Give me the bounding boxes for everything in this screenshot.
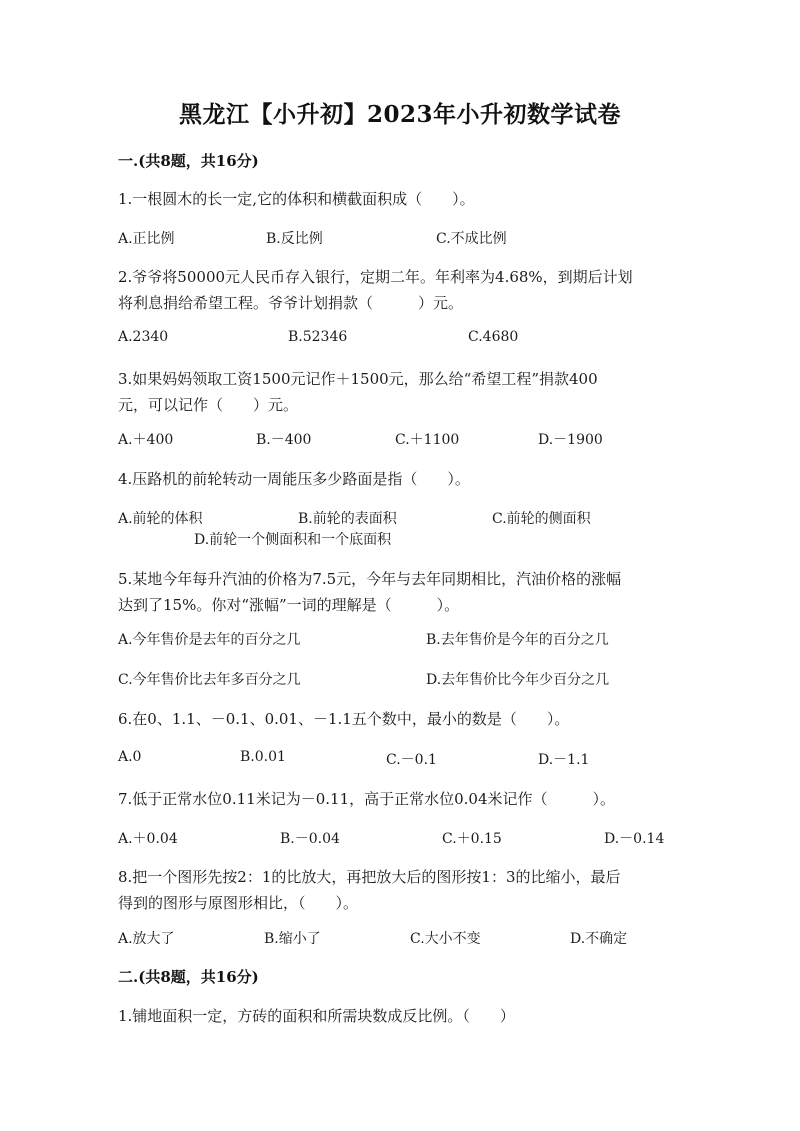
question-2-1 (118, 1003, 678, 1029)
section-heading: 二.(共8题，共16分) (118, 968, 259, 986)
section-heading: 一.(共8题，共16分) (118, 152, 259, 170)
option-b: B.52346 (288, 329, 348, 345)
option-b: B.反比例 (266, 231, 323, 247)
page-title: 黑龙江【小升初】2023年小升初数学试卷 (178, 101, 621, 128)
question-text: 得到的图形与原图形相比，（ ）。 (118, 894, 359, 912)
options-row (118, 329, 688, 351)
question-text: 元，可以记作（ ）元。 (118, 396, 299, 414)
question-1 (118, 186, 678, 212)
option-d: D.前轮一个侧面积和一个底面积 (194, 532, 392, 548)
option-d: D.－1900 (538, 432, 603, 448)
options-row (118, 749, 688, 771)
question-text: 7.低于正常水位0.11米记为－0.11，高于正常水位0.04米记作（ ）。 (118, 790, 616, 808)
options-row (118, 508, 688, 530)
options-row (118, 228, 688, 250)
question-text: 2.爷爷将50000元人民币存入银行，定期二年。年利率为4.68%，到期后计划 (118, 268, 633, 286)
question-8 (118, 864, 678, 916)
option-b: B.－0.04 (280, 831, 340, 847)
option-a: A.放大了 (118, 931, 175, 947)
option-a: A.今年售价是去年的百分之几 (118, 632, 301, 648)
question-7 (118, 786, 678, 812)
options-row (118, 828, 688, 850)
question-text: 达到了15%。你对“涨幅”一词的理解是（ ）。 (118, 596, 460, 614)
option-c: C.4680 (468, 329, 519, 345)
options-row (118, 669, 688, 691)
option-a: A.＋0.04 (118, 831, 178, 847)
option-b: B.0.01 (240, 749, 286, 765)
option-d: D.去年售价比今年少百分之几 (426, 672, 610, 688)
option-a: A.0 (118, 749, 142, 765)
option-a: A.2340 (118, 329, 169, 345)
option-b: B.去年售价是今年的百分之几 (426, 632, 609, 648)
question-text: 1.铺地面积一定，方砖的面积和所需块数成反比例。（ ） (118, 1007, 515, 1025)
option-d: D.－1.1 (538, 752, 590, 768)
options-row (118, 529, 688, 551)
option-c: C.不成比例 (436, 231, 507, 247)
option-c: C.－0.1 (386, 752, 437, 768)
option-c: C.＋1100 (395, 432, 460, 448)
option-a: A.正比例 (118, 231, 175, 247)
question-6 (118, 706, 678, 732)
option-c: C.今年售价比去年多百分之几 (118, 672, 301, 688)
question-3 (118, 366, 678, 418)
option-a: A.＋400 (118, 432, 174, 448)
option-c: C.大小不变 (410, 931, 481, 947)
option-c: C.＋0.15 (442, 831, 502, 847)
options-row (118, 629, 688, 651)
question-2 (118, 264, 678, 316)
options-row (118, 429, 688, 451)
question-text: 6.在0、1.1、－0.1、0.01、－1.1五个数中，最小的数是（ ）。 (118, 710, 570, 728)
option-c: C.前轮的侧面积 (492, 511, 591, 527)
question-text: 5.某地今年每升汽油的价格为7.5元，今年与去年同期相比，汽油价格的涨幅 (118, 570, 622, 588)
option-a: A.前轮的体积 (118, 511, 203, 527)
question-4 (118, 466, 678, 492)
question-text: 1.一根圆木的长一定,它的体积和横截面积成（ ）。 (118, 190, 475, 208)
option-b: B.缩小了 (264, 931, 321, 947)
option-d: D.－0.14 (604, 831, 665, 847)
question-text: 将利息捐给希望工程。爷爷计划捐款（ ）元。 (118, 294, 464, 312)
options-row (118, 928, 688, 950)
option-b: B.－400 (256, 432, 312, 448)
option-d: D.不确定 (570, 931, 628, 947)
question-5 (118, 566, 678, 618)
question-text: 4.压路机的前轮转动一周能压多少路面是指（ ）。 (118, 470, 470, 488)
question-text: 3.如果妈妈领取工资1500元记作＋1500元，那么给“希望工程”捐款400 (118, 370, 598, 388)
question-text: 8.把一个图形先按2：1的比放大，再把放大后的图形按1：3的比缩小，最后 (118, 868, 621, 886)
option-b: B.前轮的表面积 (298, 511, 397, 527)
